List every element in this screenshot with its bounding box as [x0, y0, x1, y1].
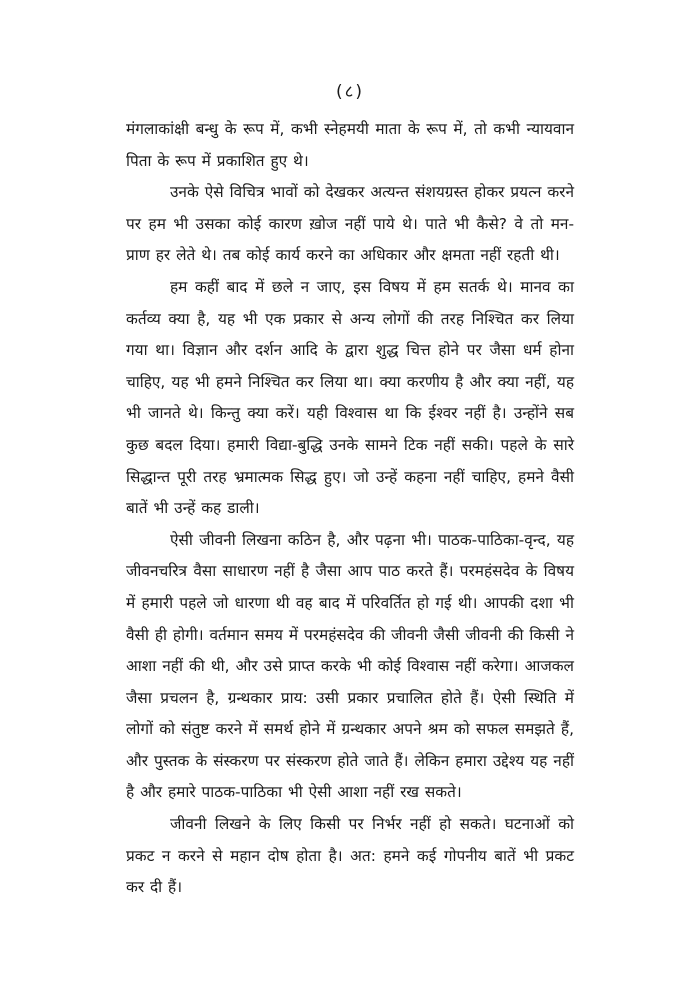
paragraph-continuation: मंगलाकांक्षी बन्धु के रूप में, कभी स्नेहमयी माता के रूप में, तो कभी न्यायवान पिता के रूप में प्रकाशित हुए थे। — [126, 120, 574, 170]
paragraph: हम कहीं बाद में छले न जाए, इस विषय में हम सतर्क थे। मानव का कर्तव्य क्या है, यह भी एक प्रकार से अन्य लोगों की तरह निश्चित कर लिया गया था। विज्ञान और दर्शन आदि के द्वारा शुद्ध चित्त होने पर जैसा धर्म होना चाहिए, यह भी हमने निश्चित कर लिया था। क्या करणीय है और क्या नहीं, यह भी जानते थे। किन्तु क्या करें। यही विश्वास था कि ईश्वर नहीं है। उन्होंने सब कुछ बदल दिया। हमारी विद्या-बुद्धि उनके सामने टिक नहीं सकी। पहले के सारे सिद्धान्त पूरी तरह भ्रमात्मक सिद्ध हुए। जो उन्हें कहना नहीं चाहिए, हमने वैसी बातें भी उन्हें कह डाली। — [126, 277, 574, 518]
body-text — [126, 114, 574, 904]
paragraph: ऐसी जीवनी लिखना कठिन है, और पढ़ना भी। पाठक-पाठिका-वृन्द, यह जीवनचरित्र वैसा साधारण नहीं है जैसा आप पाठ करते हैं। परमहंसदेव के विषय में हमारी पहले जो धारणा थी वह बाद में परिवर्तित हो गई थी। आपकी दशा भी वैसी ही होगी। वर्तमान समय में परमहंसदेव की जीवनी जैसी जीवनी की किसी ने आशा नहीं की थी, और उसे प्राप्त करके भी कोई विश्वास नहीं करेगा। आजकल जैसा प्रचलन है, ग्रन्थकार प्राय: उसी प्रकार प्रचालित होते हैं। ऐसी स्थिति में लोगों को संतुष्ट करने में समर्थ होने में ग्रन्थकार अपने श्रम को सफल समझते हैं, और पुस्तक के संस्करण पर संस्करण होते जाते हैं। लेकिन हमारा उद्देश्य यह नहीं है और हमारे पाठक-पाठिका भी ऐसी आशा नहीं रख सकते। — [126, 530, 575, 802]
page-number: (८) — [335, 82, 365, 102]
paragraph: जीवनी लिखने के लिए किसी पर निर्भर नहीं हो सकते। घटनाओं को प्रकट न करने से महान दोष होता है। अत: हमने कई गोपनीय बातें भी प्रकट कर दी हैं। — [126, 815, 574, 897]
paragraph: उनके ऐसे विचित्र भावों को देखकर अत्यन्त संशयग्रस्त होकर प्रयत्न करने पर हम भी उसका कोई कारण ख़ोज नहीं पाये थे। पाते भी कैसे? वे तो मन-प्राण हर लेते थे। तब कोई कार्य करने का अधिकार और क्षमता नहीं रहती थी। — [126, 183, 574, 265]
